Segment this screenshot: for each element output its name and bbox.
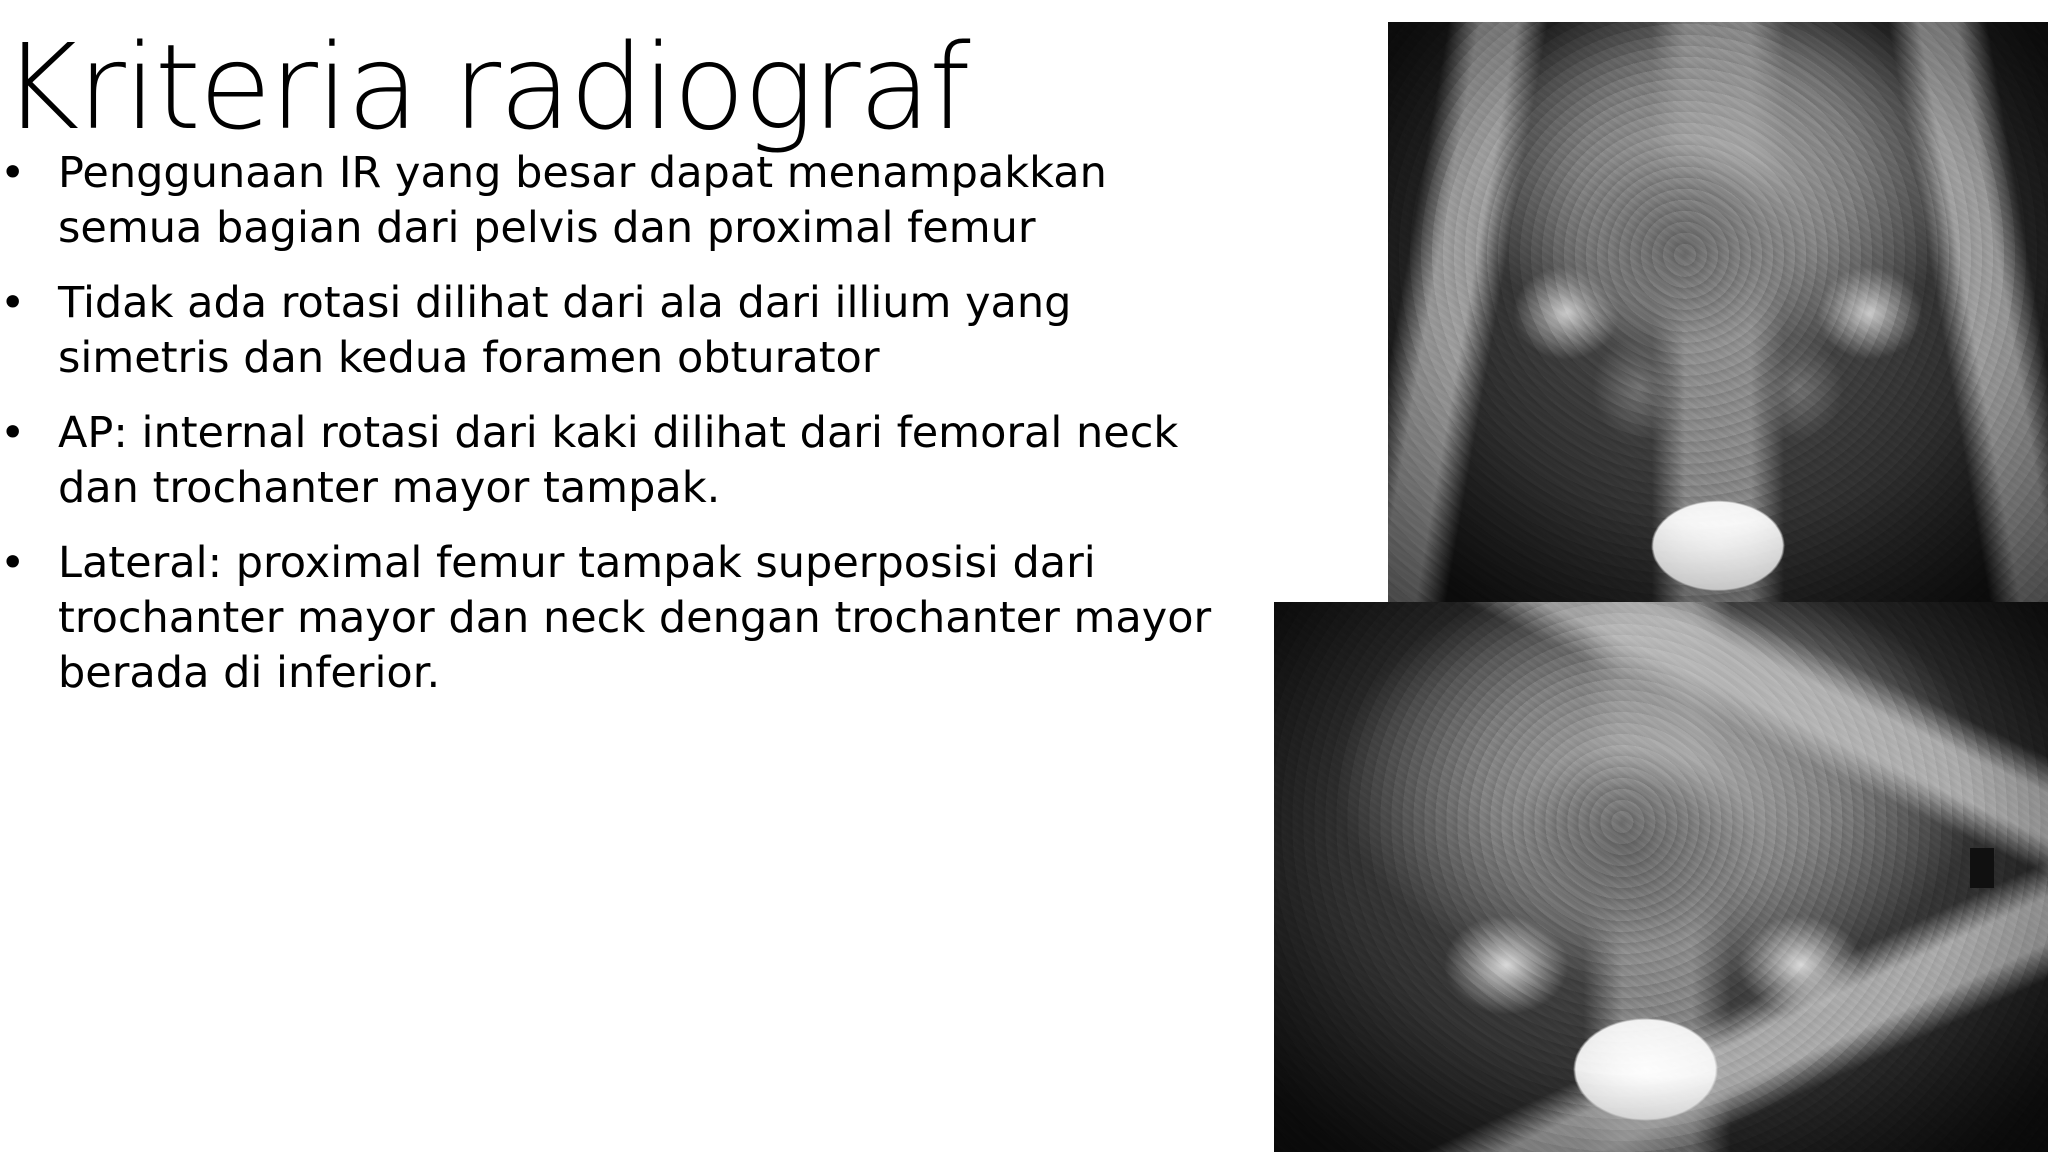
- bullet-text: Lateral: proximal femur tampak superposisi dari trochanter mayor dan neck dengan trochanter mayor berada di inferior.: [58, 538, 1212, 698]
- xray-film-marker: [1970, 848, 1994, 888]
- xray-vignette: [1388, 22, 2048, 604]
- bullet-dot: •: [0, 408, 26, 458]
- bullet-item: [0, 536, 1240, 701]
- pelvis-ap-xray-image: [1388, 22, 2048, 604]
- pelvis-lateral-xray-image: [1274, 602, 2048, 1152]
- bullet-item: [0, 146, 1240, 256]
- bullet-dot: •: [0, 278, 26, 328]
- bullet-text: AP: internal rotasi dari kaki dilihat dari femoral neck dan trochanter mayor tampak.: [58, 408, 1179, 513]
- bullet-text: Tidak ada rotasi dilihat dari ala dari illium yang simetris dan kedua foramen obturator: [58, 278, 1072, 383]
- bullet-item: [0, 276, 1240, 386]
- bullet-dot: •: [0, 538, 26, 588]
- bullet-text: Penggunaan IR yang besar dapat menampakkan semua bagian dari pelvis dan proximal femur: [58, 148, 1107, 253]
- bullet-dot: •: [0, 148, 26, 198]
- bullet-item: [0, 406, 1240, 516]
- xray-vignette: [1274, 602, 2048, 1152]
- bullet-list: [0, 146, 1240, 721]
- slide-title: Kriteria radiograf: [2, 18, 969, 156]
